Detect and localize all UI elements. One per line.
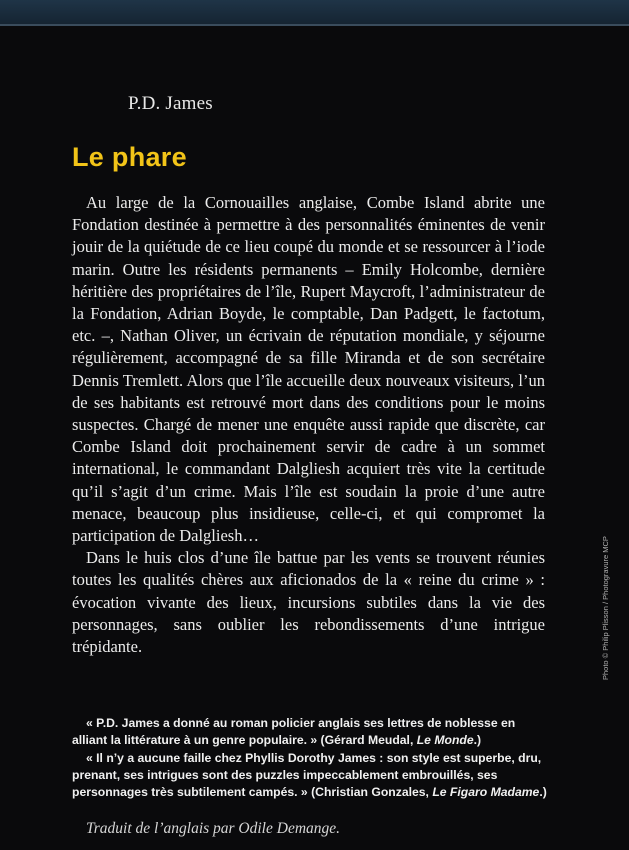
author-name: P.D. James (128, 93, 213, 114)
translator-credit: Traduit de l’anglais par Odile Demange. (86, 820, 341, 837)
press-quote (72, 750, 548, 801)
quote-tail: .) (473, 733, 482, 747)
press-quote (72, 715, 548, 749)
blurb-paragraph: Dans le huis clos d’une île battue par les vents se trouvent réunies toutes les qualités chères aux aficionados de la « reine du crime » : évocation vivante des lieux, incursions subtiles dans la vie des personnages, sans oublier les rebondissements d’une intrigue trépidante. (72, 548, 545, 657)
blurb (72, 192, 545, 658)
quote-source: Le Figaro Madame (432, 785, 540, 799)
quote-tail: .) (539, 785, 547, 799)
top-edge-divider (0, 24, 629, 26)
quote-source: Le Monde (416, 733, 474, 747)
top-band (0, 0, 629, 24)
quote-text: « Il n’y a aucune faille chez Phyllis Dorothy James : son style est superbe, dru, prenant, ses intrigues sont des puzzles impeccablement embrouillés, ses personnages très subtilement campés. » (Christian Gonzales, (72, 751, 542, 799)
book-title: Le phare (72, 142, 187, 172)
blurb-paragraph: Au large de la Cornouailles anglaise, Combe Island abrite une Fondation destinée à permettre à des personnalités éminentes de venir jouir de la quiétude de ce lieu coupé du monde et se ressourcer à l’iode marin. Outre les résidents permanents – Emily Holcombe, dernière héritière des propriétaires de l’île, Rupert Maycroft, l’administrateur de la Fondation, Adrian Boyde, le comptable, Dan Padgett, le factotum, etc. –, Nathan Oliver, un écrivain de réputation mondiale, y séjourne régulièrement, accompagné de sa fille Miranda et de son secrétaire Dennis Tremlett. Alors que l’île accueille deux nouveaux visiteurs, l’un de ses habitants est retrouvé mort dans des conditions pour le moins suspectes. Chargé de mener une enquête aussi rapide que discrète, car Combe Island doit prochainement servir de cadre à un sommet international, le commandant Dalgliesh acquiert très vite la certitude qu’il s’agit d’un crime. Mais l’île est soudain la proie d’une autre menace, beaucoup plus insidieuse, celle-ci, et qui compromet la participation de Dalgliesh… (72, 193, 545, 546)
quote-text: « P.D. James a donné au roman policier anglais ses lettres de noblesse en alliant la littérature à un genre populaire. » (Gérard Meudal, (72, 716, 516, 747)
photo-credit: Photo © Philip Plisson / Photogravure MCP (601, 536, 610, 680)
press-quotes (72, 715, 548, 802)
